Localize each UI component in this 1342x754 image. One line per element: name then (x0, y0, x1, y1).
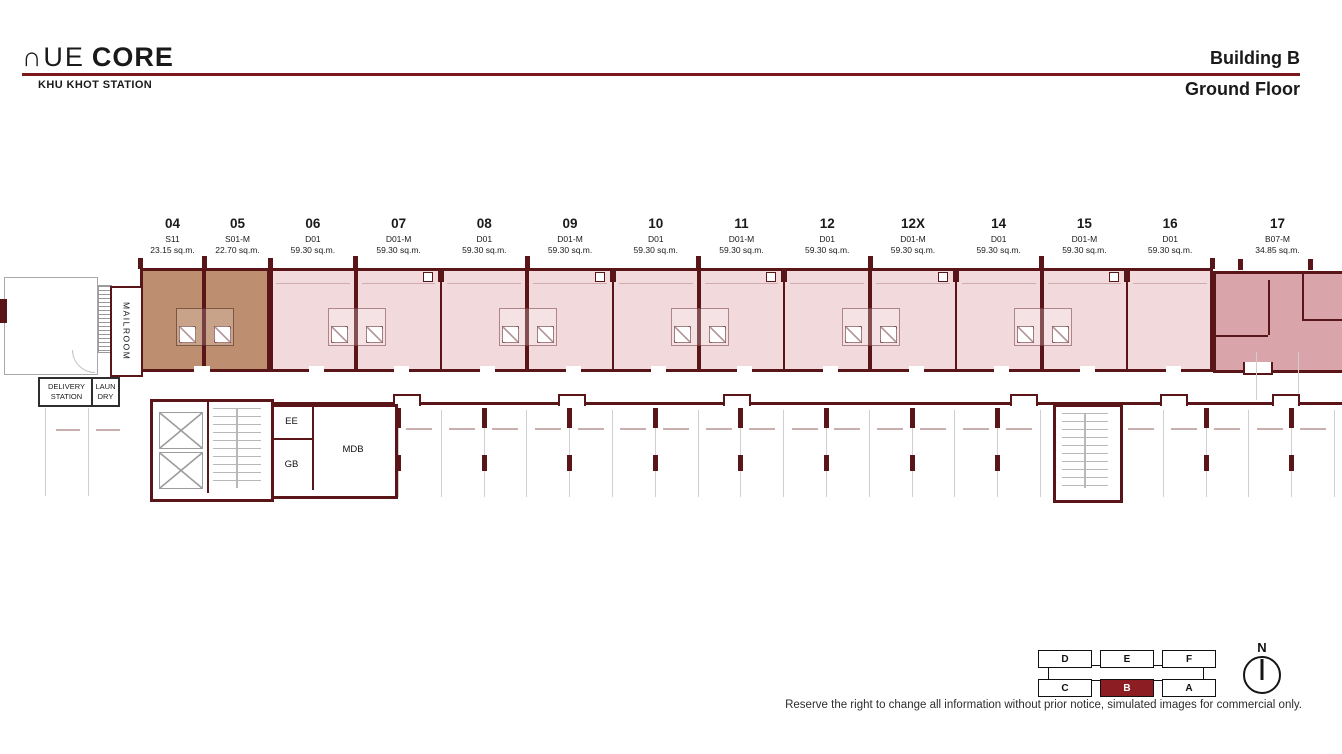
unit-divider-wall (783, 270, 785, 370)
wall-hook (595, 272, 605, 282)
wall-hook (423, 272, 433, 282)
unit-area: 59.30 sq.m. (890, 245, 936, 255)
delivery-station-room (38, 377, 95, 407)
wheel-stop (963, 428, 989, 430)
brand-logo-nue: ∩UE (22, 42, 85, 72)
unit-number: 10 (648, 216, 664, 231)
unit-cell-detail (705, 283, 779, 284)
unit-door-notch (194, 366, 210, 374)
party-wall-stub (353, 256, 358, 269)
parking-stall-line (954, 410, 955, 497)
parking-column (1204, 455, 1209, 471)
parking-column (653, 455, 658, 471)
wall-column (953, 270, 959, 282)
unit-door-notch (394, 366, 409, 374)
parking-column (738, 408, 743, 428)
party-wall-stub (1039, 256, 1044, 269)
page-title: Building B (1210, 48, 1300, 68)
unit-number: 09 (562, 216, 578, 231)
bathroom-icon (502, 326, 519, 343)
unit-number: 06 (305, 216, 321, 231)
parking-column (567, 455, 572, 471)
unit-cell-detail (362, 283, 436, 284)
wheel-stop (406, 428, 432, 430)
band-edge-stub (1238, 259, 1243, 270)
stair-rail (236, 408, 238, 488)
parking-stall-line (1298, 352, 1299, 400)
wheel-stop (749, 428, 775, 430)
wall-hook (1109, 272, 1119, 282)
unit-divider-wall (612, 270, 614, 370)
parking-column (1289, 455, 1294, 471)
stair-rail (1084, 413, 1086, 488)
page-subtitle: Ground Floor (1185, 79, 1300, 99)
unit-cell-detail (276, 283, 350, 284)
unit-door-notch (480, 366, 495, 374)
wall-notch (1010, 394, 1038, 406)
unit-area: 59.30 sq.m. (976, 245, 1021, 255)
unit-label-12X (868, 216, 958, 255)
wall-column (781, 270, 787, 282)
core-divider-wall (207, 402, 209, 493)
unit-label-09 (525, 216, 615, 255)
bathroom-icon (179, 326, 196, 343)
parking-stall-line (612, 410, 613, 497)
unit-number: 04 (164, 216, 181, 231)
band-edge-stub (1308, 259, 1313, 270)
unit-door-notch (1166, 366, 1181, 374)
unit-type: D01 (990, 234, 1007, 244)
party-wall-stub (525, 256, 530, 269)
unit-type: D01 (1162, 234, 1178, 244)
unit-cell-detail (447, 283, 521, 284)
unit-17-door-notch (1243, 362, 1273, 375)
brand-subtitle: KHU KHOT STATION (38, 79, 153, 91)
unit-cell-detail (1048, 283, 1122, 284)
unit-cell-detail (790, 283, 864, 284)
laundry-room (91, 377, 120, 407)
unit-area: 23.15 sq.m. (150, 245, 195, 255)
wheel-stop (96, 429, 120, 431)
wheel-stop (1128, 428, 1154, 430)
unit-number: 15 (1076, 216, 1092, 231)
bathroom-icon (709, 326, 726, 343)
elevator-stair-core (150, 399, 274, 502)
wall-notch (1160, 394, 1188, 406)
parking-column (567, 408, 572, 428)
unit-17-wall (1302, 273, 1304, 321)
unit-17-wall (1302, 319, 1342, 321)
stair-treads (1062, 413, 1108, 488)
unit-cell-detail (962, 283, 1036, 284)
wall-column (610, 270, 616, 282)
wall-column (438, 270, 444, 282)
parking-stall-line (1040, 410, 1041, 497)
unit-door-notch (994, 366, 1009, 374)
parking-stall-line (698, 410, 699, 497)
unit-type: D01-M (728, 234, 755, 244)
unit-area: 22.70 sq.m. (215, 245, 260, 255)
laundry-label-line1: LAUN (95, 382, 116, 391)
parking-stall-line (1256, 352, 1257, 400)
mailroom (110, 286, 143, 377)
unit-number: 08 (476, 216, 492, 231)
delivery-station-label-line2: STATION (50, 392, 83, 401)
unit-label-11 (697, 216, 787, 255)
unit-type: D01 (476, 234, 493, 244)
parking-stall-line (1248, 410, 1249, 497)
unit-type: D01-M (385, 234, 412, 244)
wall-column (1124, 270, 1130, 282)
unit-area: 59.30 sq.m. (719, 245, 764, 255)
unit-label-16 (1125, 216, 1215, 255)
parking-column (1289, 408, 1294, 428)
wheel-stop (834, 428, 860, 430)
bathroom-icon (366, 326, 383, 343)
parking-stall-line (1163, 410, 1164, 497)
unit-area: 59.30 sq.m. (290, 245, 336, 255)
party-wall-stub (868, 256, 873, 269)
parking-column (738, 455, 743, 471)
wheel-stop (535, 428, 561, 430)
unit-label-10 (611, 216, 701, 255)
unit-label-12 (782, 216, 872, 255)
unit-area: 59.30 sq.m. (633, 245, 678, 255)
wheel-stop (1006, 428, 1032, 430)
unit-divider-wall (1126, 270, 1128, 370)
unit-label-08 (439, 216, 529, 255)
elevator-icon (159, 412, 203, 449)
parking-column (995, 408, 1000, 428)
bathroom-icon (331, 326, 348, 343)
parking-stall-line (869, 410, 870, 497)
wheel-stop (706, 428, 732, 430)
staircase-2 (1053, 404, 1123, 503)
wall-notch (1272, 394, 1300, 406)
wheel-stop (56, 429, 80, 431)
unit-label-15 (1039, 216, 1129, 255)
unit-door-notch (737, 366, 752, 374)
unit-area: 59.30 sq.m. (376, 245, 421, 255)
wall-notch (558, 394, 586, 406)
wall-notch (723, 394, 751, 406)
compass-needle-icon (1261, 659, 1264, 680)
unit-type: D01-M (1071, 234, 1098, 244)
unit-number: 12X (900, 216, 925, 231)
unit-type: D01-M (900, 234, 926, 244)
unit-17-block (1213, 271, 1342, 373)
unit-area: 59.30 sq.m. (462, 245, 507, 255)
parking-stall-line (441, 410, 442, 497)
unit-number: 05 (229, 216, 246, 231)
parking-stall-line (783, 410, 784, 497)
room-ee-label: EE (285, 416, 298, 427)
unit-type: B07-M (1264, 234, 1291, 244)
party-wall-stub (202, 256, 207, 269)
key-block-A: A (1162, 679, 1216, 697)
unit-17-wall (1268, 280, 1270, 335)
parking-column (824, 455, 829, 471)
unit-door-notch (309, 366, 324, 374)
bathroom-icon (214, 326, 231, 343)
wheel-stop (1214, 428, 1240, 430)
bathroom-icon (880, 326, 897, 343)
unit-cell-detail (876, 283, 950, 284)
brand-logo (22, 42, 174, 73)
unit-door-notch (651, 366, 666, 374)
compass-circle-icon (1243, 656, 1281, 694)
wheel-stop (1257, 428, 1283, 430)
wall-hook (938, 272, 948, 282)
unit-number: 11 (734, 216, 749, 231)
parking-column (1204, 408, 1209, 428)
band-edge-stub (138, 258, 143, 269)
unit-door-notch (823, 366, 838, 374)
north-compass (1240, 640, 1284, 694)
unit-area: 59.30 sq.m. (1062, 245, 1107, 255)
parking-stall-line (1334, 410, 1335, 497)
parking-column (482, 455, 487, 471)
wheel-stop (1171, 428, 1197, 430)
laundry-label-line2: DRY (97, 392, 114, 401)
service-room-divider (271, 438, 312, 440)
unit-number: 07 (391, 216, 407, 231)
room-mdb-label: MDB (342, 444, 364, 455)
lobby-wall-column (0, 299, 7, 323)
bathroom-icon (674, 326, 691, 343)
wheel-stop (578, 428, 604, 430)
parking-column (995, 455, 1000, 471)
key-block-C: C (1038, 679, 1092, 697)
parking-stall-line (88, 408, 89, 496)
delivery-station-label-line1: DELIVERY (48, 382, 85, 391)
service-rooms (268, 404, 398, 499)
unit-type: S01-M (224, 234, 251, 244)
parking-column (910, 455, 915, 471)
key-block-F: F (1162, 650, 1216, 668)
wheel-stop (449, 428, 475, 430)
brand-logo-core: CORE (91, 42, 174, 72)
unit-type: S11 (165, 234, 180, 244)
key-block-B: B (1100, 679, 1154, 697)
wheel-stop (620, 428, 646, 430)
unit-type: D01 (819, 234, 836, 244)
parking-column (482, 408, 487, 428)
wheel-stop (1300, 428, 1326, 430)
disclaimer-text: Reserve the right to change all information without prior notice, simulated images for commercial only. (785, 699, 1302, 711)
unit-door-notch (566, 366, 581, 374)
unit-area: 59.30 sq.m. (805, 245, 850, 255)
party-wall-stub (696, 256, 701, 269)
unit-label-17 (1233, 216, 1323, 255)
staircase (213, 408, 261, 488)
unit-number: 17 (1269, 216, 1286, 231)
key-block-D: D (1038, 650, 1092, 668)
key-block-E: E (1100, 650, 1154, 668)
unit-number: 12 (819, 216, 835, 231)
unit-area: 59.30 sq.m. (1147, 245, 1193, 255)
parking-stall-line (526, 410, 527, 497)
unit-door-notch (1080, 366, 1095, 374)
band-edge-stub (268, 258, 273, 269)
parking-column (824, 408, 829, 428)
unit-type: D01-M (557, 234, 583, 244)
mailroom-label: MAILROOM (121, 302, 132, 361)
room-gb-label: GB (284, 459, 299, 470)
parking-column (653, 408, 658, 428)
parking-column (910, 408, 915, 428)
brand-rule (22, 73, 1300, 76)
unit-cell-detail (533, 283, 607, 284)
north-label: N (1257, 640, 1267, 655)
unit-17-wall (1216, 335, 1268, 337)
elevator-icon (159, 452, 203, 489)
unit-label-14 (954, 216, 1044, 255)
wall-hook (766, 272, 776, 282)
unit-number: 16 (1162, 216, 1178, 231)
unit-cell-detail (619, 283, 693, 284)
wheel-stop (492, 428, 518, 430)
unit-divider-wall (440, 270, 442, 370)
unit-type: D01 (647, 234, 664, 244)
unit-cell-detail (1133, 283, 1207, 284)
unit-label-06 (268, 216, 358, 255)
bathroom-icon (1017, 326, 1034, 343)
unit-area: 34.85 sq.m. (1255, 245, 1300, 255)
band-edge-stub (1210, 258, 1215, 269)
wheel-stop (877, 428, 903, 430)
wheel-stop (663, 428, 689, 430)
unit-type: D01 (305, 234, 321, 244)
wheel-stop (792, 428, 818, 430)
unit-number: 14 (991, 216, 1007, 231)
wheel-stop (920, 428, 946, 430)
building-key-diagram (1038, 650, 1214, 696)
bathroom-icon (1052, 326, 1069, 343)
bathroom-icon (845, 326, 862, 343)
bathroom-icon (537, 326, 554, 343)
unit-area: 59.30 sq.m. (547, 245, 593, 255)
parking-stall-line (45, 408, 46, 496)
unit-divider-wall (955, 270, 957, 370)
unit-label-07 (354, 216, 444, 255)
unit-door-notch (909, 366, 924, 374)
